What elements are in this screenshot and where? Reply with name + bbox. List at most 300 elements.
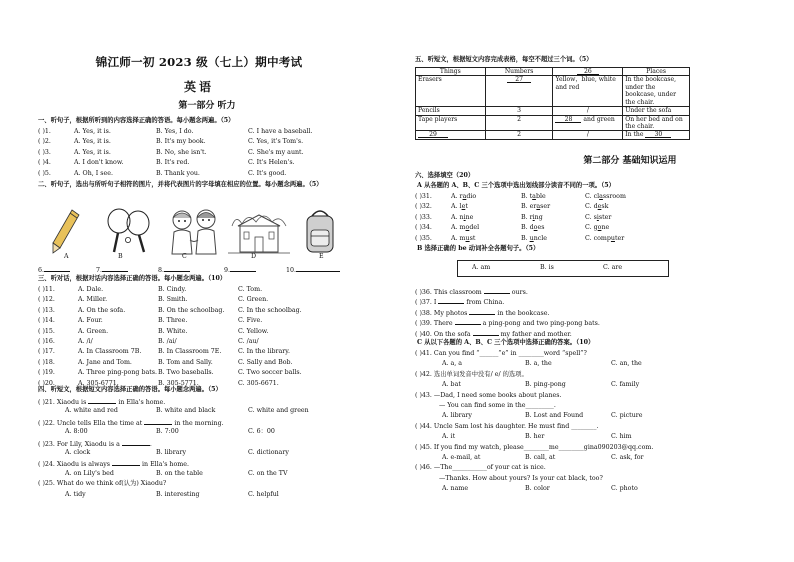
picture-label: C (182, 253, 187, 260)
blank-line[interactable] (230, 265, 256, 272)
option-prefix: A. r (451, 193, 463, 200)
option-c[interactable] (585, 193, 626, 201)
option-a[interactable]: A. name (442, 485, 469, 493)
option-b[interactable]: B. a, the (525, 360, 552, 368)
option-c[interactable]: C. Tom. (238, 286, 263, 293)
cell-thing: Pencils (416, 107, 486, 115)
option-b[interactable]: B. 7:00 (156, 428, 179, 436)
stem-start: ( )21. Xiaodu is (38, 399, 89, 406)
option-c[interactable]: C. family (611, 381, 640, 389)
option-prefix: B. (521, 234, 530, 242)
option-suffix: ne (465, 213, 474, 221)
option-c[interactable] (585, 214, 611, 222)
option-b[interactable] (521, 235, 547, 243)
option-prefix: C. g (585, 224, 598, 232)
blank-line[interactable] (296, 265, 340, 272)
option-a[interactable]: A. In Classroom 7B. (78, 348, 142, 356)
options-row (38, 449, 376, 459)
answer-blank[interactable] (112, 459, 140, 466)
option-b[interactable]: B. Two baseballs. (158, 369, 214, 377)
option-b[interactable]: B. color (525, 485, 550, 493)
question-row (415, 297, 761, 307)
sec2-heading: 二、听句子，选出与所听句子相符的图片，并将代表图片的字母填在相应的位置。每小题念两遍。（5） (38, 181, 323, 188)
option-a[interactable]: A. Yes, it is. (74, 138, 111, 146)
option-suffix: ssroom (602, 193, 626, 200)
picture-label: B (118, 253, 123, 260)
blank-27[interactable]: 27 (507, 76, 531, 83)
option-a[interactable]: A. /i/ (78, 337, 93, 345)
option-b[interactable] (521, 193, 546, 201)
question-stem (38, 480, 376, 490)
option-b[interactable]: B. Three. (158, 317, 188, 325)
stem-end: from China. (464, 299, 505, 307)
option-suffix: ncle (533, 234, 548, 242)
option-c[interactable]: C. /au/ (238, 337, 259, 345)
underlined-letter: o (465, 224, 470, 232)
option-b[interactable]: B. ping-pong (525, 381, 566, 389)
options-row (38, 428, 376, 438)
question-number[interactable]: ( )32. (415, 203, 432, 211)
blank-number: 9. (224, 267, 231, 274)
option-c[interactable]: C. Two soccer balls. (238, 369, 302, 377)
option-b[interactable]: B. white and black (156, 407, 216, 415)
cell-number: 2 (485, 131, 553, 139)
option-a[interactable]: A. tidy (65, 490, 86, 498)
underlined-letter: u (529, 234, 534, 242)
cell-place: In the bookcase, under the bookcase, under the chair. (623, 76, 690, 107)
option-prefix: A. l (451, 203, 462, 211)
options-row (38, 470, 376, 480)
question-row (38, 328, 376, 338)
option-c[interactable]: C. Sally and Bob. (238, 358, 293, 366)
options-row (38, 491, 376, 501)
blank-number: 8. (158, 267, 165, 274)
question-row (415, 318, 761, 328)
stem-start: ( )23. For Lily, Xiaodu is a (38, 440, 122, 448)
option-b[interactable] (521, 224, 544, 232)
options-row (38, 407, 376, 417)
question-number[interactable]: ( )1. (38, 128, 51, 135)
table-row (416, 131, 690, 139)
sec1-heading: 一、听句子，根据所听到的内容选择正确的答语。每小题念两遍。（5） (38, 117, 235, 124)
option-suffix: dio (466, 193, 477, 200)
stem-end: a ping-pong and two ping-pong bats. (480, 320, 600, 328)
blank-29[interactable]: 29 (418, 131, 448, 138)
option-b[interactable]: B. No, she isn't. (156, 148, 207, 156)
cell-color: / (553, 107, 623, 115)
option-a[interactable]: A. 305-6771. (78, 379, 119, 387)
option-a[interactable]: A. bat (442, 381, 461, 389)
question-row (415, 214, 761, 224)
sec2-pictures (46, 206, 378, 258)
stem-start: ( )25. What do we think of(认为) Xiaodu? (38, 480, 167, 488)
option-c[interactable]: C. I have a baseball. (248, 128, 313, 135)
answer-blank[interactable] (224, 265, 256, 275)
blank-line[interactable] (164, 265, 190, 272)
question-number[interactable]: ( )31. (415, 193, 432, 200)
cell-color: 28 and green (553, 115, 623, 131)
question-number[interactable]: ( )33. (415, 213, 432, 221)
stem-start: ( )39. There (415, 320, 455, 328)
answer-blank[interactable] (88, 397, 116, 404)
option-b[interactable]: B. her (525, 433, 545, 441)
options-row (415, 433, 761, 443)
col-colors (553, 68, 623, 76)
picture-label: E (319, 253, 324, 260)
ping-pong-bats-icon (102, 206, 154, 258)
option-c[interactable]: C. photo (611, 485, 638, 493)
question-stem-continued: —Thanks. How about yours? Is your cat black, too? (439, 474, 603, 482)
picture-label: D (251, 253, 257, 260)
option-suffix: sk (601, 203, 609, 211)
option-b[interactable]: B. Thank you. (156, 169, 200, 177)
be-option-is: B. is (540, 264, 554, 271)
question-row (38, 159, 376, 169)
option-c[interactable]: C. him (611, 433, 632, 441)
question-number[interactable]: ( )5. (38, 169, 51, 177)
cell-color: / (553, 131, 623, 139)
option-c[interactable]: C. 305-6671. (238, 379, 279, 387)
question-number[interactable]: ( )35. (415, 234, 432, 242)
answer-blank[interactable] (469, 308, 495, 315)
option-prefix: A. m (451, 234, 466, 242)
question-row (38, 170, 376, 180)
question-row (415, 308, 761, 318)
underlined-letter: u (465, 234, 470, 242)
question-stem (38, 397, 376, 407)
be-verb-options-box (457, 260, 669, 277)
option-a[interactable]: A. I don't know. (74, 159, 124, 167)
stem-end: in the morning. (172, 419, 224, 427)
cell-thing: Erasers (416, 76, 486, 107)
stem-end: ours. (509, 289, 528, 296)
col-things: Things (416, 68, 486, 76)
underlined-letter: a (532, 193, 536, 200)
stem-end: in the bookcase. (495, 309, 550, 317)
sec4-list (38, 397, 376, 501)
question-number[interactable]: ( )11. (38, 286, 55, 293)
option-b[interactable] (521, 214, 543, 222)
sec6b-list (415, 287, 761, 339)
sec6-heading: 六、选择填空（20） (415, 172, 475, 179)
question-number[interactable]: ( )14. (38, 317, 55, 325)
options-row (415, 454, 761, 464)
answer-blank[interactable] (158, 265, 190, 275)
option-prefix: A. n (451, 213, 464, 221)
answer-blank[interactable] (38, 265, 70, 275)
question-number[interactable]: ( )15. (38, 327, 55, 335)
sec3-heading: 三、听对话，根据对话内容选择正确的答语。每小题念两遍。（10） (38, 275, 227, 282)
option-suffix: ng (534, 213, 543, 221)
option-prefix: C. comp (585, 234, 611, 242)
option-a[interactable]: A. Miller. (78, 296, 108, 304)
option-a[interactable] (451, 203, 468, 211)
option-a[interactable]: A. e-mail, at (442, 453, 481, 461)
underlined-letter: o (597, 224, 602, 232)
question-number[interactable]: ( )18. (38, 358, 55, 366)
question-stem (38, 459, 376, 469)
option-c[interactable]: C. white and green (248, 407, 309, 415)
option-b[interactable]: B. Smith. (158, 296, 188, 304)
option-a[interactable]: A. Three ping-pong bats. (78, 369, 157, 377)
option-a[interactable] (451, 224, 479, 232)
option-a[interactable]: A. On the sofa. (78, 306, 126, 314)
question-number[interactable]: ( )12. (38, 296, 55, 304)
option-a[interactable]: A. Dale. (78, 286, 104, 293)
option-a[interactable] (451, 193, 476, 201)
option-c[interactable]: C. ask, for (611, 453, 644, 461)
option-b[interactable]: B. In Classroom 7E. (158, 348, 222, 356)
option-c[interactable]: C. Green. (238, 296, 269, 304)
cell-thing: Tape players (416, 115, 486, 131)
option-suffix: t (465, 203, 468, 211)
table-header-row (416, 68, 690, 76)
question-row (38, 307, 376, 317)
answer-blank[interactable] (438, 297, 464, 304)
question-number[interactable]: ( )17. (38, 348, 55, 356)
option-suffix: ne (601, 224, 610, 232)
option-prefix: C. s (585, 213, 597, 221)
option-suffix: es (537, 224, 545, 232)
cell-place: Under the sofa (623, 107, 690, 115)
blank-number: 7. (96, 267, 103, 274)
option-a[interactable]: A. a, a (442, 360, 463, 368)
option-suffix: ster (598, 213, 612, 221)
option-prefix: C. cl (585, 193, 600, 200)
option-c[interactable]: C. In the library. (238, 348, 291, 356)
option-b[interactable]: B. It's red. (156, 159, 190, 167)
option-suffix: ter (614, 234, 625, 242)
option-b[interactable]: B. Yes, I do. (156, 128, 194, 135)
option-b[interactable]: B. Cindy. (158, 286, 187, 293)
question-stem (38, 418, 376, 428)
stem-end: in Ella's home. (140, 461, 189, 469)
stem-start: ( )38. My photos (415, 309, 470, 317)
cell-thing (416, 131, 486, 139)
option-a[interactable]: A. it (442, 433, 456, 441)
option-b[interactable]: B. /ai/ (158, 337, 177, 345)
cell-place: In the 30 (623, 131, 690, 139)
table-row (416, 76, 690, 107)
answer-blank[interactable] (455, 318, 481, 325)
option-prefix: B. d (521, 224, 534, 232)
blank-26[interactable]: 26 (577, 68, 599, 75)
library-building-icon (226, 206, 292, 258)
option-b[interactable]: B. Lost and Found (525, 412, 584, 420)
col-places: Places (623, 68, 690, 76)
option-a[interactable]: A. white and red (65, 407, 118, 415)
sec3-list (38, 286, 376, 390)
option-a[interactable]: A. Four. (78, 317, 103, 325)
option-prefix: B. er (521, 203, 537, 211)
option-a[interactable]: A. Green. (78, 327, 109, 335)
option-c[interactable]: C. She's my aunt. (248, 148, 304, 156)
question-stem (38, 439, 376, 449)
sec1-list (38, 128, 376, 180)
blank-line[interactable] (44, 265, 70, 272)
option-b[interactable]: B. library (156, 448, 187, 456)
question-number[interactable]: ( )19. (38, 369, 55, 377)
sec6-sub-b: B 选择正确的 be 动词补全各题句子。（5） (417, 245, 540, 252)
option-b[interactable]: B. On the schoolbag. (158, 306, 225, 314)
underlined-letter: i (463, 213, 466, 221)
question-number[interactable]: ( )13. (38, 306, 55, 314)
answer-blank[interactable] (96, 265, 128, 275)
sec6c-list (415, 350, 761, 495)
picture-label: A (64, 253, 69, 260)
question-row (415, 235, 761, 245)
option-prefix: B. r (521, 213, 533, 221)
option-b[interactable]: B. It's my book. (156, 138, 206, 146)
exam-title: 锦江师一初 2023 级（七上）期中考试 (95, 55, 303, 69)
answer-blank[interactable] (286, 265, 340, 275)
question-row (415, 287, 761, 297)
option-c[interactable]: C. It's Helen's. (248, 159, 295, 167)
question-stem: ( )43. —Dad, I need some books about planes. (415, 391, 562, 399)
options-row (415, 381, 761, 391)
option-c[interactable]: C. Yellow. (238, 327, 269, 335)
cell-number: 3 (485, 107, 553, 115)
question-stem-continued: — You can find some in the_________. (439, 401, 556, 409)
answer-blank[interactable] (122, 439, 150, 446)
blank-line[interactable] (102, 265, 128, 272)
table-row (416, 115, 690, 131)
options-row (415, 412, 761, 422)
question-stem: ( )44. Uncle Sam lost his daughter. He must find ________. (415, 422, 599, 430)
option-suffix: del (469, 224, 480, 232)
question-row (38, 296, 376, 306)
question-stem: ( )45. If you find my watch, please________me________gina090203@qq.com. (415, 443, 654, 451)
question-stem: ( )42. 选出单词发音中没有/ e/ 的选项。 (415, 370, 528, 378)
option-a[interactable]: A. Yes, it is. (74, 148, 111, 156)
stem-end: my father and mother. (498, 330, 572, 338)
option-a[interactable] (451, 235, 475, 243)
question-row (415, 193, 761, 203)
question-row (38, 149, 376, 159)
subject-title: 英语 (183, 80, 214, 94)
option-b[interactable]: B. Tom and Sally. (158, 358, 213, 366)
option-a[interactable] (451, 214, 473, 222)
option-a[interactable]: A. 8:00 (65, 428, 88, 436)
option-b[interactable] (521, 203, 550, 211)
answer-blank[interactable] (473, 329, 499, 336)
stem-start: ( )40. On the sofa (415, 330, 473, 338)
underlined-letter: i (532, 213, 535, 221)
question-row (415, 224, 761, 234)
stem-end: . (149, 440, 152, 448)
part2-title: 第二部分 基础知识运用 (583, 156, 677, 166)
option-c[interactable]: C. 6：00 (248, 428, 275, 436)
option-a[interactable]: A. Yes, it is. (74, 128, 111, 135)
option-b[interactable]: B. call, at (525, 453, 556, 461)
underlined-letter: e (597, 203, 602, 211)
question-number[interactable]: ( )34. (415, 224, 432, 232)
question-number[interactable]: ( )20. (38, 379, 55, 387)
options-row (415, 360, 761, 370)
option-c[interactable]: C. dictionary (248, 448, 289, 456)
underlined-letter: e (461, 203, 466, 211)
question-row (38, 348, 376, 358)
option-c[interactable]: C. picture (611, 412, 643, 420)
option-b[interactable]: B. on the table (156, 469, 203, 477)
answer-blank[interactable] (144, 418, 172, 425)
option-c[interactable]: C. an, the (611, 360, 642, 368)
option-a[interactable]: A. library (442, 412, 472, 420)
option-c[interactable]: C. In the schoolbag. (238, 306, 302, 314)
option-a[interactable]: A. Jane and Tom. (78, 358, 132, 366)
option-prefix: C. d (585, 203, 598, 211)
option-c[interactable]: C. Five. (238, 317, 263, 325)
answer-blank[interactable] (484, 287, 510, 294)
question-row (38, 338, 376, 348)
question-stem: ( )41. Can you find “______”e” in ________word “spell”? (415, 350, 587, 357)
question-row (38, 128, 376, 138)
stem-start: ( )24. Xiaodu is always (38, 461, 113, 469)
underlined-letter: a (536, 203, 541, 211)
option-c[interactable]: C. helpful (248, 490, 279, 498)
stem-start: ( )36. This classroom (415, 289, 484, 296)
stem-start: ( )37. I (415, 299, 439, 307)
sec4-heading: 四、听短文，根据短文内容选择正确的答语。每小题念两遍。（5） (38, 386, 222, 393)
table-row (416, 107, 690, 115)
sec6a-list (415, 193, 761, 245)
option-a[interactable]: A. on Lily's bed (65, 469, 114, 477)
underlined-letter: o (533, 224, 538, 232)
stem-end: in Ella's home. (116, 399, 166, 406)
question-number[interactable]: ( )2. (38, 138, 51, 146)
option-suffix: st (469, 234, 476, 242)
cell-place: On her bed and on the chair. (623, 115, 690, 131)
cell-number: 2 (485, 115, 553, 131)
blank-number: 6. (38, 267, 45, 274)
option-b[interactable]: B. 305-5771. (158, 379, 199, 387)
sec5-heading: 五、听短文，根据短文内容完成表格，每空不超过三个词。（5） (415, 56, 593, 63)
sec5-table (415, 67, 690, 140)
option-prefix: B. t (521, 193, 533, 200)
options-row (415, 485, 761, 495)
question-number[interactable]: ( )16. (38, 337, 55, 345)
question-row (38, 317, 376, 327)
blank-28[interactable]: 28 (555, 116, 581, 123)
col-numbers: Numbers (485, 68, 553, 76)
option-c[interactable] (585, 203, 608, 211)
blank-number: 10. (286, 267, 297, 274)
option-b[interactable]: B. interesting (156, 490, 200, 498)
question-number[interactable]: ( )4. (38, 159, 51, 167)
underlined-letter: i (596, 213, 599, 221)
sec6-sub-a: A 从各题的 A、B、C 三个选项中选出划线部分读音不同的一项。（5） (417, 182, 615, 189)
be-option-am: A. am (472, 264, 491, 271)
option-c[interactable]: C. on the TV (248, 469, 288, 477)
underlined-letter: a (462, 193, 467, 200)
option-a[interactable]: A. Oh, I see. (74, 169, 113, 177)
option-c[interactable]: C. It's good. (248, 169, 287, 177)
option-b[interactable]: B. White. (158, 327, 188, 335)
option-c[interactable] (585, 224, 609, 232)
blank-30[interactable]: 30 (645, 131, 671, 138)
option-suffix: ble (535, 193, 546, 200)
question-row (38, 286, 376, 296)
option-c[interactable] (585, 235, 624, 243)
cell-color: Yellow，blue, white and red (553, 76, 623, 107)
sec6-sub-c: C 从以下各题的 A、B、C 三个选项中选择正确的答案。（10） (417, 339, 595, 346)
underlined-letter: u (610, 234, 615, 242)
option-c[interactable]: C. Yes, it's Tom's. (248, 138, 304, 146)
part1-title: 第一部分 听力 (178, 101, 236, 111)
question-number[interactable]: ( )3. (38, 148, 51, 156)
option-a[interactable]: A. clock (65, 448, 91, 456)
option-prefix: A. m (451, 224, 466, 232)
